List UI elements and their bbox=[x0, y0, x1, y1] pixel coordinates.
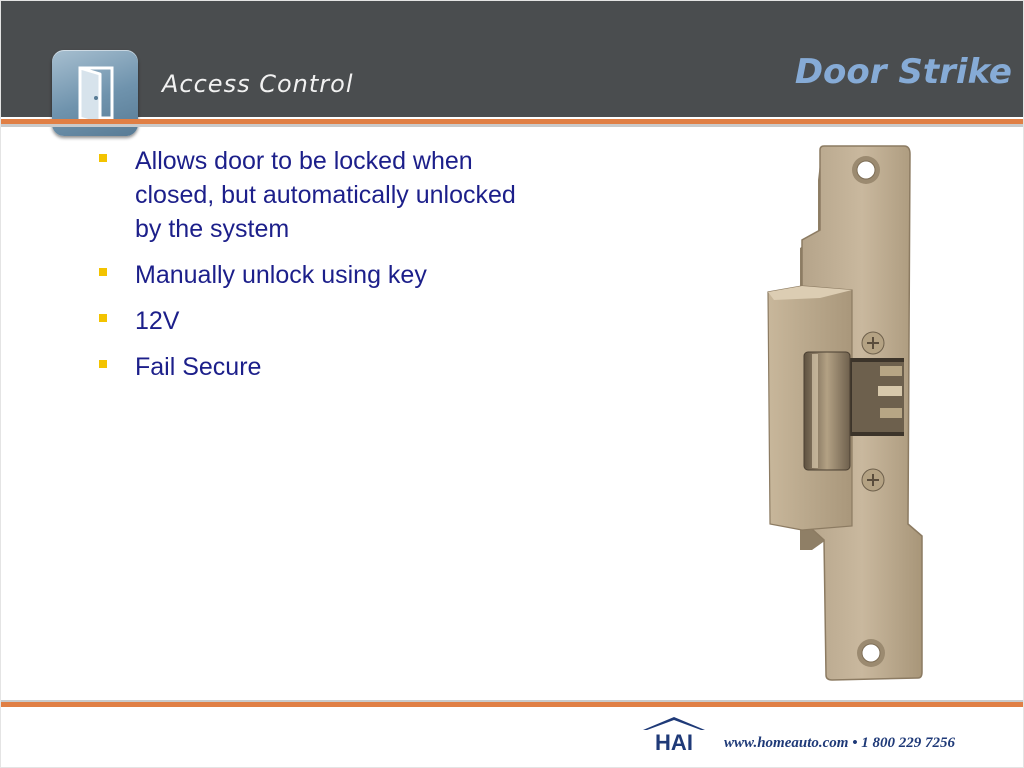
section-title: Access Control bbox=[162, 70, 354, 98]
bullet-item bbox=[95, 304, 535, 338]
bullet-item bbox=[95, 350, 535, 384]
square-bullet-icon bbox=[99, 360, 107, 368]
bullet-text: Allows door to be locked when closed, but automatically unlocked by the system bbox=[135, 147, 516, 243]
bullet-item bbox=[95, 144, 535, 246]
bullet-list bbox=[95, 144, 535, 396]
square-bullet-icon bbox=[99, 314, 107, 322]
bullet-text: Manually unlock using key bbox=[135, 261, 427, 289]
square-bullet-icon bbox=[99, 154, 107, 162]
bullet-text: 12V bbox=[135, 307, 180, 335]
hai-house-logo bbox=[641, 716, 707, 754]
bullet-text: Fail Secure bbox=[135, 353, 262, 381]
slide-title: Door Strike bbox=[794, 52, 1012, 92]
footer-contact: www.homeauto.com • 1 800 229 7256 bbox=[724, 735, 955, 751]
hai-logo-text: HAI bbox=[655, 730, 693, 754]
header-divider-gray bbox=[0, 124, 1024, 127]
door-strike-photo bbox=[760, 140, 930, 685]
footer-divider-orange bbox=[0, 702, 1024, 707]
square-bullet-icon bbox=[99, 268, 107, 276]
bullet-item bbox=[95, 258, 535, 292]
